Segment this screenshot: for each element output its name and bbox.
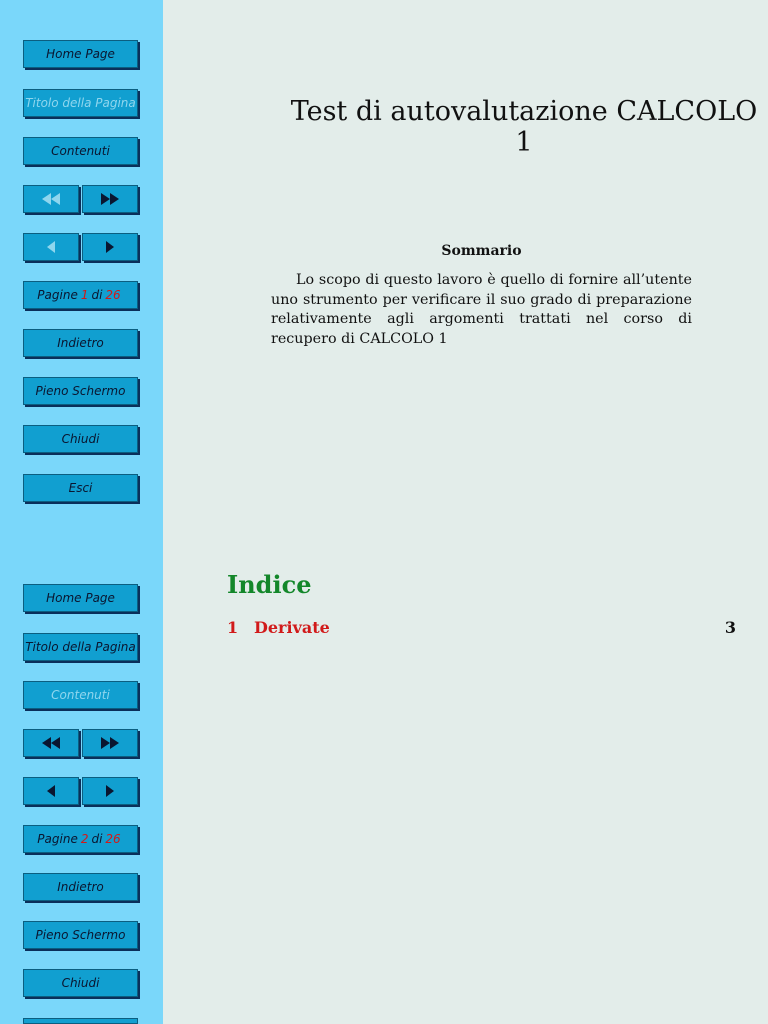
contents-button[interactable]: [23, 137, 138, 165]
double-left-arrow-icon: [40, 193, 62, 205]
back-label: Indietro: [57, 336, 104, 350]
page-of: di: [91, 288, 103, 302]
close-button[interactable]: [23, 425, 138, 453]
abstract-text: Lo scopo di questo lavoro è quello di fornire all’utente uno strumento per verificare il suo grado di preparazione relativamente agli argomenti trattati nel corso di recupero di CALCOLO 1: [271, 272, 692, 347]
document-title: Test di autovalutazione CALCOLO 1: [290, 96, 758, 158]
exit-button[interactable]: [23, 474, 138, 502]
last-page-button[interactable]: [82, 185, 138, 213]
fullscreen-label: Pieno Schermo: [35, 384, 126, 398]
page-current: 2: [80, 832, 89, 846]
prev-page-button[interactable]: [23, 233, 79, 261]
close-label: Chiudi: [61, 976, 100, 990]
page-current: 1: [80, 288, 89, 302]
exit-label: Esci: [68, 481, 93, 495]
last-page-button-2[interactable]: [82, 729, 138, 757]
page-total: 26: [105, 832, 121, 846]
toc-entry-number: 1: [227, 618, 239, 637]
exit-button-2-partial[interactable]: [23, 1018, 138, 1024]
left-arrow-icon: [46, 785, 56, 797]
double-right-arrow-icon: [99, 737, 121, 749]
back-label: Indietro: [57, 880, 104, 894]
fullscreen-button[interactable]: [23, 377, 138, 405]
left-arrow-icon: [46, 241, 56, 253]
home-page-label: Home Page: [46, 591, 115, 605]
page-prefix: Pagine: [37, 832, 78, 846]
contents-button-2[interactable]: [23, 681, 138, 709]
page-counter-2: [23, 825, 138, 853]
page-prefix: Pagine: [37, 288, 78, 302]
contents-label: Contenuti: [51, 688, 110, 702]
next-page-button[interactable]: [82, 233, 138, 261]
page-total: 26: [105, 288, 121, 302]
page-counter: [23, 281, 138, 309]
right-arrow-icon: [105, 785, 115, 797]
home-page-button-2[interactable]: [23, 584, 138, 612]
home-page-label: Home Page: [46, 47, 115, 61]
page-of: di: [91, 832, 103, 846]
toc-entry-page: 3: [724, 618, 736, 637]
toc-entry[interactable]: [227, 618, 736, 637]
fullscreen-label: Pieno Schermo: [35, 928, 126, 942]
double-left-arrow-icon: [40, 737, 62, 749]
title-page-label: Titolo della Pagina: [25, 640, 136, 654]
title-page-label: Titolo della Pagina: [25, 96, 136, 110]
contents-label: Contenuti: [51, 144, 110, 158]
back-button[interactable]: [23, 329, 138, 357]
close-button-2[interactable]: [23, 969, 138, 997]
title-page-button-2[interactable]: [23, 633, 138, 661]
first-page-button-2[interactable]: [23, 729, 79, 757]
toc-heading: Indice: [227, 570, 312, 599]
toc-entry-label[interactable]: Derivate: [254, 618, 330, 637]
close-label: Chiudi: [61, 432, 100, 446]
prev-page-button-2[interactable]: [23, 777, 79, 805]
first-page-button[interactable]: [23, 185, 79, 213]
fullscreen-button-2[interactable]: [23, 921, 138, 949]
next-page-button-2[interactable]: [82, 777, 138, 805]
double-right-arrow-icon: [99, 193, 121, 205]
home-page-button[interactable]: [23, 40, 138, 68]
title-page-button[interactable]: [23, 89, 138, 117]
back-button-2[interactable]: [23, 873, 138, 901]
right-arrow-icon: [105, 241, 115, 253]
abstract-heading: Sommario: [441, 243, 522, 259]
sidebar: [0, 0, 163, 1024]
